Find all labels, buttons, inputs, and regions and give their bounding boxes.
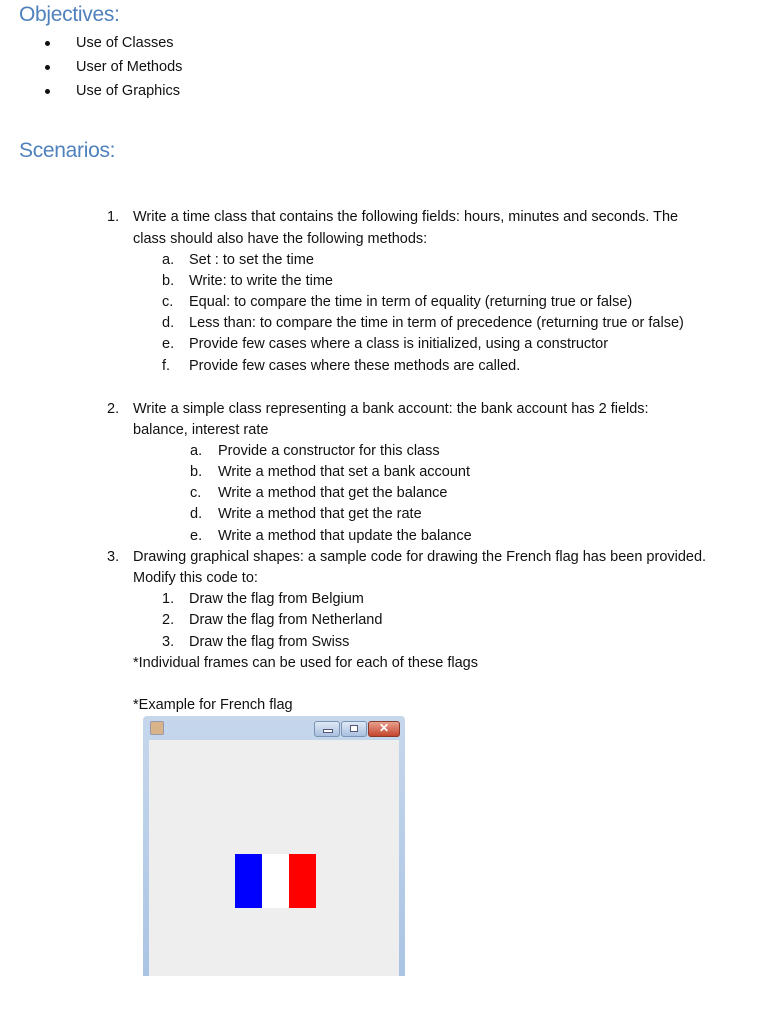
sub-item: Draw the flag from Belgium: [189, 591, 364, 607]
bullet: [45, 65, 50, 70]
sub-marker: b.: [190, 464, 203, 480]
objectives-heading: Objectives:: [19, 3, 120, 26]
item-number: 3.: [107, 549, 120, 565]
scenarios-heading: Scenarios:: [19, 139, 116, 162]
sub-marker: e.: [162, 336, 175, 352]
sub-marker: d.: [162, 315, 175, 331]
sub-marker: a.: [162, 252, 175, 268]
item-number: 2.: [107, 401, 120, 417]
sub-marker: d.: [190, 506, 203, 522]
flag-red-stripe: [289, 854, 316, 908]
sub-marker: e.: [190, 528, 203, 544]
sub-marker: f.: [162, 358, 171, 374]
note: *Individual frames can be used for each of these flags: [133, 655, 478, 671]
close-icon: ✕: [379, 721, 390, 735]
sub-marker: c.: [190, 485, 202, 501]
sub-marker: b.: [162, 273, 175, 289]
bullet: [45, 41, 50, 46]
java-app-icon: [150, 721, 164, 735]
close-button: [368, 721, 400, 737]
sub-marker: 2.: [162, 612, 175, 628]
item-number: 1.: [107, 209, 120, 225]
sub-marker: a.: [190, 443, 203, 459]
flag-white-stripe: [262, 854, 289, 908]
sub-item: Draw the flag from Swiss: [189, 634, 350, 650]
flag-blue-stripe: [235, 854, 262, 908]
sub-marker: c.: [162, 294, 174, 310]
scenario-2-text: Write a simple class representing a bank account: the bank account has 2 fields:: [133, 401, 649, 417]
sub-item: Draw the flag from Netherland: [189, 612, 383, 628]
sub-item: Write: to write the time: [189, 273, 333, 289]
french-flag-window: [143, 716, 405, 976]
bullet: [45, 89, 50, 94]
sub-item: Provide a constructor for this class: [218, 443, 440, 459]
sub-item: Write a method that set a bank account: [218, 464, 471, 480]
sub-item: Provide few cases where these methods are called.: [189, 358, 521, 374]
sub-item: Equal: to compare the time in term of equality (returning true or false): [189, 294, 633, 310]
sub-item: Less than: to compare the time in term of precedence (returning true or false): [189, 315, 684, 331]
scenario-3-text: Drawing graphical shapes: a sample code for drawing the French flag has been provided.: [133, 549, 707, 565]
objective-item: User of Methods: [76, 59, 183, 75]
sub-item: Write a method that get the rate: [218, 506, 422, 522]
sub-item: Provide few cases where a class is initialized, using a constructor: [189, 336, 609, 352]
minimize-button: [314, 721, 340, 737]
sub-item: Write a method that get the balance: [218, 485, 448, 501]
example-caption: *Example for French flag: [133, 697, 293, 713]
sub-marker: 1.: [162, 591, 175, 607]
window-canvas: [149, 740, 399, 976]
objective-item: Use of Graphics: [76, 83, 180, 99]
scenario-1-text: Write a time class that contains the following fields: hours, minutes and seconds. The: [133, 209, 679, 225]
scenario-3-text: Modify this code to:: [133, 570, 258, 586]
sub-marker: 3.: [162, 634, 175, 650]
maximize-button: [341, 721, 367, 737]
sub-item: Write a method that update the balance: [218, 528, 472, 544]
objective-item: Use of Classes: [76, 35, 174, 51]
scenario-2-text: balance, interest rate: [133, 422, 269, 438]
sub-item: Set : to set the time: [189, 252, 314, 268]
scenario-1-text: class should also have the following methods:: [133, 231, 428, 247]
